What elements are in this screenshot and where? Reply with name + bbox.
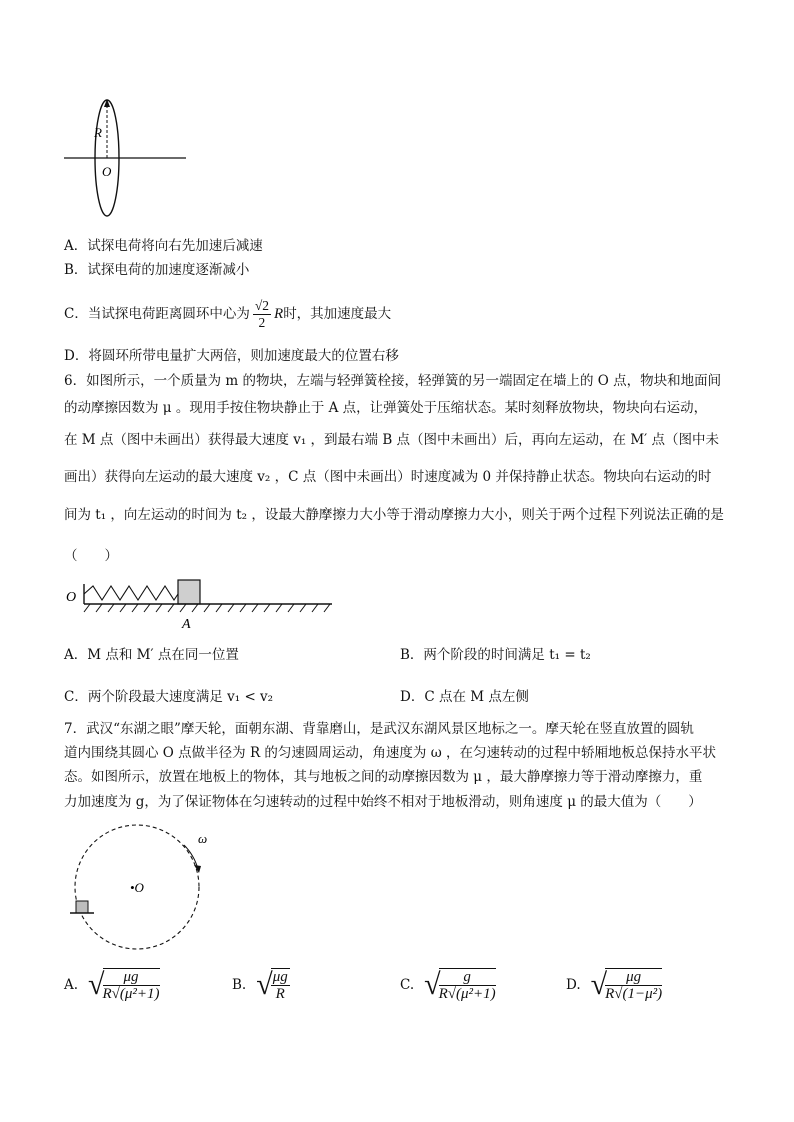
option-label: D.: [566, 977, 581, 993]
fraction-num: μg: [272, 969, 288, 985]
fraction-num: g: [439, 969, 496, 986]
q7-option-d: D. √ $\frac{\mu g}{\text{R√(1−μ²)}}$: [566, 968, 663, 1002]
fig-wall-label: O: [66, 590, 77, 605]
fraction-den: R√(μ²+1): [438, 986, 496, 1002]
q5-option-a: A．试探电荷将向右先加速后减速: [64, 238, 263, 254]
q6-line-2: 的动摩擦因数为 μ 。现用手按住物块静止于 A 点，让弹簧处于压缩状态。某时刻释放物块，物块向右运动，: [64, 400, 708, 416]
q5-option-b: B．试探电荷的加速度逐渐减小: [64, 262, 250, 278]
q6-line-5: 间为 t₁ ，向左运动的时间为 t₂ ，设最大静摩擦力大小等于滑动摩擦力大小，则关于两个过程下列说法正确的是: [64, 507, 724, 523]
q7-line-3: 态。如图所示，放置在地板上的物体，其与地板之间的动摩擦因数为 μ ，最大静摩擦力等于滑动摩擦力，重: [64, 769, 703, 785]
q7-option-a: A. √ $\frac{\mu g}{\text{R√(μ²+1)}}$: [64, 968, 160, 1002]
q7-option-d-fraction: [605, 968, 662, 1002]
q6-paren: （ ）: [64, 548, 118, 564]
q6-line-4: 画出）获得向左运动的最大速度 v₂ ，C 点（图中未画出）时速度减为 0 并保持静止状态。物块向右运动的时: [64, 469, 712, 485]
q7-option-b-fraction: [271, 968, 290, 1002]
q5-option-d: D．将圆环所带电量扩大两倍，则加速度最大的位置右移: [64, 348, 399, 364]
q7-line-1: 7．武汉“东湖之眼”摩天轮，面朝东湖、背靠磨山，是武汉东湖风景区地标之一。摩天轮在竖直放置的圆轨: [64, 721, 694, 737]
option-label: C.: [400, 977, 415, 993]
q6-line-3: 在 M 点（图中未画出）获得最大速度 v₁ ，到最右端 B 点（图中未画出）后，再向左运动，在 M′ 点（图中未: [64, 432, 719, 448]
fraction-den: R: [275, 986, 285, 1002]
q5-option-c-post: 时，其加速度最大: [283, 306, 392, 322]
q7-option-c: C. √ $\frac{g}{\text{R√(μ²+1)}}$: [400, 968, 496, 1002]
q7-option-a-fraction: [103, 968, 160, 1002]
fraction-den: R√(μ²+1): [102, 986, 160, 1002]
q5-option-c-fraction: [253, 298, 271, 331]
q6-option-d: D．C 点在 M 点左侧: [400, 689, 529, 705]
q7-option-b: B. √ $\frac{\mu g}{R}$: [232, 968, 288, 1002]
q6-option-b: B．两个阶段的时间满足 t₁ = t₂: [400, 647, 591, 663]
fig-center-label: O: [102, 164, 112, 179]
fraction-num: √2: [254, 297, 270, 313]
spring-block-figure: [60, 576, 340, 632]
fraction-num: μg: [103, 969, 160, 986]
option-label: B.: [232, 977, 247, 993]
ring-figure: [60, 95, 190, 220]
q5-option-c-var: R: [274, 306, 284, 322]
q5-option-c: [64, 296, 391, 332]
fig-omega-label: ω: [198, 831, 208, 846]
fig-point-a-label: A: [182, 617, 191, 632]
fraction-den: 2: [258, 314, 266, 330]
ferris-wheel-figure: [62, 815, 232, 960]
q7-option-c-fraction: [439, 968, 496, 1002]
fig-radius-label: R: [94, 125, 102, 140]
q7-line-4: 力加速度为 g，为了保证物体在匀速转动的过程中始终不相对于地板滑动，则角速度 μ 的最大值为（ ）: [64, 794, 702, 810]
q7-line-2: 道内围绕其圆心 O 点做半径为 R 的匀速圆周运动，角速度为 ω ，在匀速转动的过程中轿厢地板总保持水平状: [64, 745, 716, 761]
option-label: A.: [64, 977, 79, 993]
q6-option-c: C．两个阶段最大速度满足 v₁ < v₂: [64, 689, 274, 705]
fraction-den: R√(1−μ²): [605, 986, 663, 1002]
q6-line-1: 6．如图所示，一个质量为 m 的物块，左端与轻弹簧栓接，轻弹簧的另一端固定在墙上的 O 点，物块和地面间: [64, 373, 722, 389]
fraction-num: μg: [605, 969, 662, 986]
q5-option-c-pre: C．当试探电荷距离圆环中心为: [64, 306, 250, 322]
fig-center-o-label: •O: [130, 880, 144, 895]
q6-option-a: A．M 点和 M′ 点在同一位置: [64, 647, 239, 663]
